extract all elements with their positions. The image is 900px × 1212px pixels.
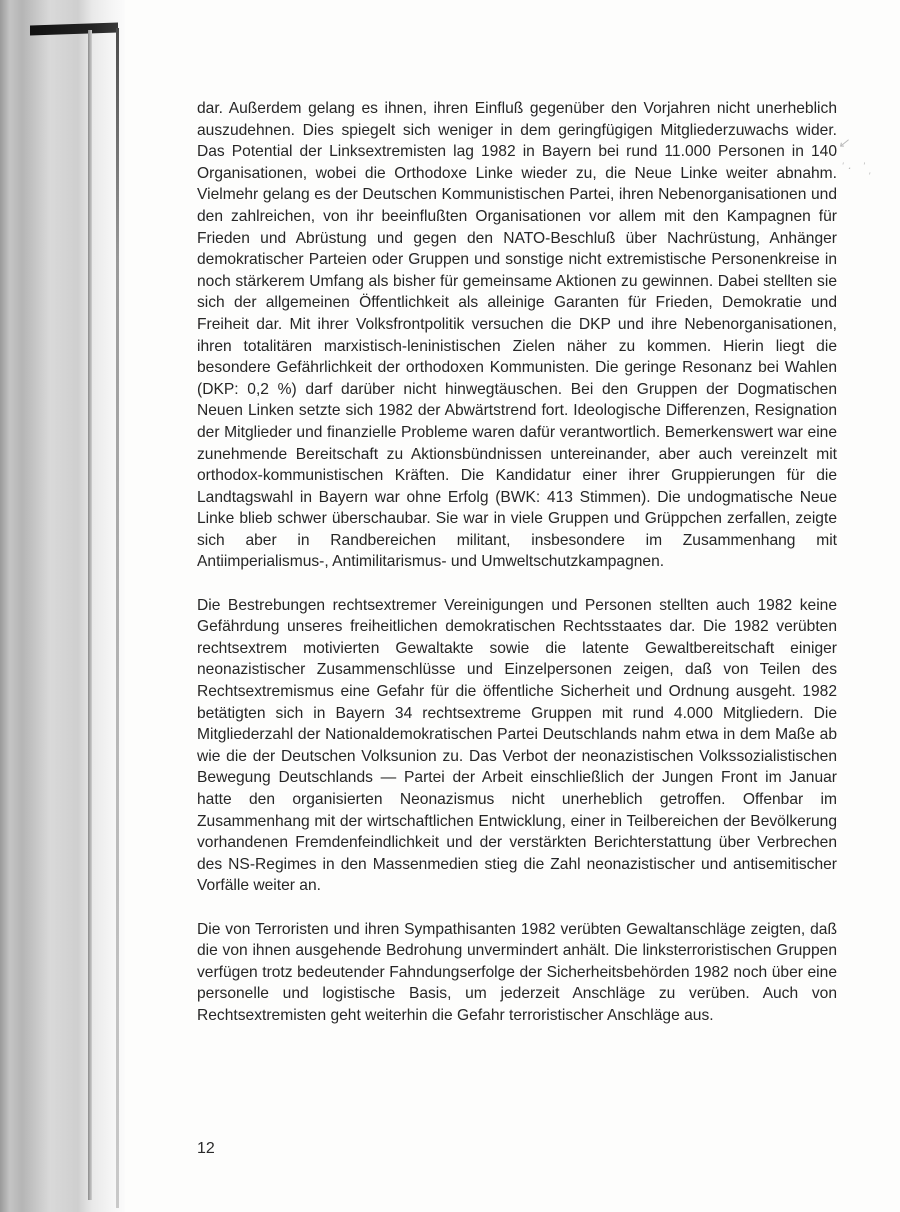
paragraph-terrorismus: Die von Terroristen und ihren Sympathisanten 1982 verübten Gewaltanschläge zeigten, daß die von ihnen ausgehende Bedrohung unvermindert anhält. Die linksterroristischen Gruppen verfügen trotz bedeutender Fahndungserfolge der Sicherheitsbehörden 1982 noch über eine personelle und logistische Basis, um jederzeit Anschläge zu verüben. Auch von Rechtsextremisten geht weiterhin die Gefahr terroristischer Anschläge aus. bbox=[197, 920, 837, 1024]
page-number: 12 bbox=[197, 1140, 215, 1157]
margin-pencil-mark: ↙ bbox=[838, 135, 849, 150]
book-spine-shadow bbox=[0, 0, 125, 1212]
paragraph-rechtsextremismus: Die Bestrebungen rechtsextremer Vereinigungen und Personen stellten auch 1982 keine Gefährdung unseres freiheitlichen demokratischen Rechtsstaates dar. Die 1982 verübten rechtsextrem motivierten Gewaltakte sowie die latente Gewaltbereitschaft einiger neonazistischer Zusammenschlüsse und Einzelpersonen zeigen, daß von Teilen des Rechtsextremismus eine Gefahr für die öffentliche Sicherheit und Ordnung ausgeht. 1982 betätigten sich in Bayern 34 rechtsextreme Gruppen mit rund 4.000 Mitgliedern. Die Mitgliederzahl der Nationaldemokratischen Partei Deutschlands nahm etwa in dem Maße ab wie die der Deutschen Volksunion zu. Das Verbot der neonazistischen Volkssozialistischen Bewegung Deutschlands — Partei der Arbeit einschließlich der Jungen Front im Januar hatte den organisierten Neonazismus nicht unerheblich getroffen. Offenbar im Zusammenhang mit der wirtschaftlichen Entwicklung, einer in Teilbereichen der Bevölkerung vorhandenen Fremdenfeindlichkeit und der verstärkten Berichterstattung über Verbrechen des NS-Regimes in den Massenmedien stieg die Zahl neonazistischer und antisemitischer Vorfälle weiter an. bbox=[197, 596, 837, 895]
paragraph-linksextremismus: dar. Außerdem gelang es ihnen, ihren Einfluß gegenüber den Vorjahren nicht unerheblich auszudehnen. Dies spiegelt sich weniger in dem geringfügigen Mitgliederzuwachs wider. Das Potential der Linksextremisten lag 1982 in Bayern bei rund 11.000 Personen in 140 Organisationen, wobei die Orthodoxe Linke wieder zu, die Neue Linke weiter abnahm. Vielmehr gelang es der Deutschen Kommunistischen Partei, ihren Nebenorganisationen und den zahlreichen, von ihr beeinflußten Organisationen vor allem mit den Kampagnen für Frieden und Abrüstung und gegen den NATO-Beschluß über Nachrüstung, Anhänger demokratischer Parteien oder Gruppen und sonstige nicht extremistische Personenkreise in noch stärkerem Umfang als bisher für gemeinsame Aktionen zu gewinnen. Dabei stellten sie sich der allgemeinen Öffentlichkeit als alleinige Garanten für Frieden, Demokratie und Freiheit dar. Mit ihrer Volksfrontpolitik versuchen die DKP und ihre Nebenorganisationen, ihren totalitären marxistisch-leninistischen Zielen näher zu kommen. Hierin liegt die besondere Gefährlichkeit der orthodoxen Kommunisten. Die geringe Resonanz bei Wahlen (DKP: 0,2 %) darf darüber nicht hinwegtäuschen. Bei den Gruppen der Dogmatischen Neuen Linken setzte sich 1982 der Abwärtstrend fort. Ideologische Differenzen, Resignation der Mitglieder und finanzielle Probleme waren dafür verantwortlich. Bemerkenswert war eine zunehmende Bereitschaft zu Aktionsbündnissen untereinander, aber auch vereinzelt mit orthodox-kommunistischen Kräften. Die Kandidatur einer ihrer Gruppierungen für die Landtagswahl in Bayern war ohne Erfolg (BWK: 413 Stimmen). Die undogmatische Neue Linke blieb schwer überschaubar. Sie war in viele Gruppen und Grüppchen zerfallen, zeigte sich aber in Randbereichen militant, insbesondere im Zusammenhang mit Antiimperialismus-, Antimilitarismus- und Umweltschutzkampagnen. bbox=[197, 100, 837, 571]
spine-fold-line bbox=[88, 30, 92, 1200]
body-text bbox=[197, 98, 837, 1048]
spine-page-edge bbox=[116, 28, 119, 1208]
margin-pencil-annotation: ˈ· ˈˌ bbox=[840, 160, 876, 175]
